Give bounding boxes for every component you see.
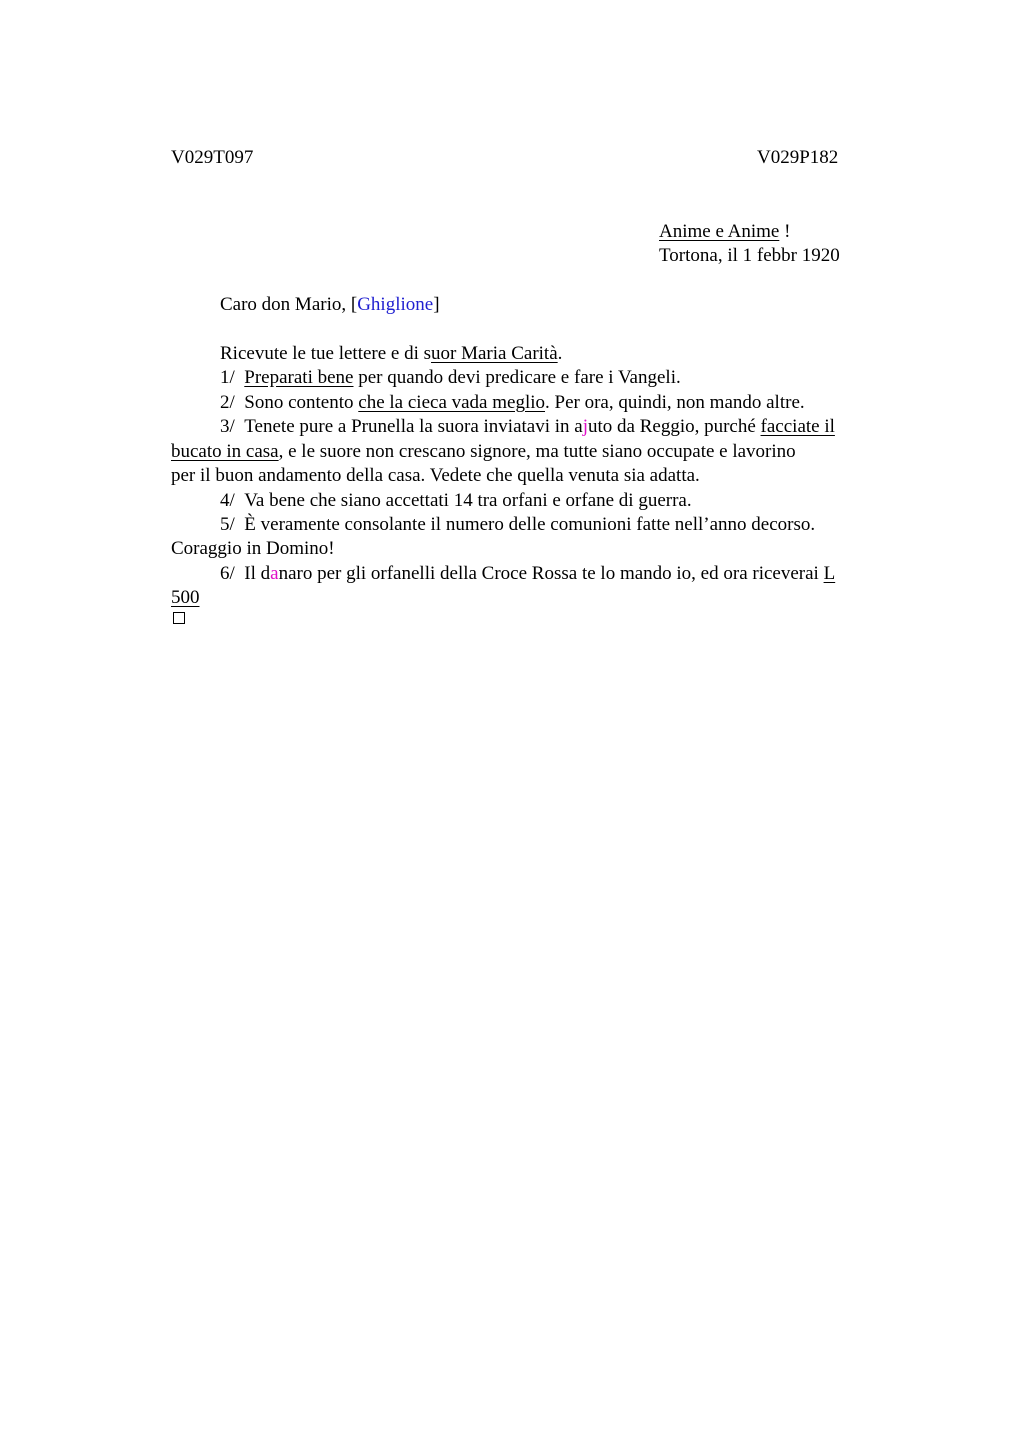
item-underlined-continued: bucato in casa — [171, 441, 279, 462]
intro-text: Ricevute le tue lettere e di s — [220, 343, 432, 364]
item-4 — [220, 489, 692, 513]
intro-line — [220, 342, 562, 366]
item-text: È veramente consolante il numero delle comunioni fatte nell’anno decorso. — [244, 514, 816, 535]
item-6 — [220, 562, 835, 586]
item-underlined: L — [823, 563, 836, 584]
end-marker — [173, 611, 185, 627]
item-underlined-continued: 500 — [171, 587, 200, 608]
item-2 — [220, 391, 805, 415]
salutation-suffix: ] — [433, 294, 440, 315]
motto-text: Anime e Anime — [659, 221, 780, 242]
item-number: 2/ — [220, 392, 235, 413]
motto-suffix: ! — [779, 221, 791, 242]
intro-period: . — [557, 343, 563, 364]
intro-underlined: uor Maria Carità — [431, 343, 558, 364]
item-6-line-2 — [171, 586, 200, 610]
place-date: Tortona, il 1 febbr 1920 — [659, 245, 840, 266]
item-5-line-2: Coraggio in Domino! — [171, 538, 335, 559]
item-text: Sono contento — [244, 392, 359, 413]
salutation — [220, 293, 440, 317]
item-3 — [220, 415, 835, 439]
item-text: Il d — [244, 563, 271, 584]
item-underlined: facciate il — [760, 416, 835, 437]
item-text-rest: . Per ora, quindi, non mando altre. — [545, 392, 805, 413]
item-number: 1/ — [220, 367, 235, 388]
item-3-line-2 — [171, 440, 796, 464]
item-text: per quando devi predicare e fare i Vangeli. — [353, 367, 681, 388]
item-underlined: che la cieca vada meglio — [358, 392, 546, 413]
recipient-name: Ghiglione — [357, 294, 434, 315]
item-underlined: Preparati bene — [244, 367, 354, 388]
item-5 — [220, 513, 815, 537]
salutation-prefix: Caro don Mario, [ — [220, 294, 358, 315]
motto — [659, 220, 790, 244]
item-number: 3/ — [220, 416, 235, 437]
item-number: 4/ — [220, 490, 235, 511]
item-3-line-3: per il buon andamento della casa. Vedete che quella venuta sia adatta. — [171, 465, 700, 486]
document-code-left: V029T097 — [171, 147, 254, 168]
item-text: Va bene che siano accettati 14 tra orfani e orfane di guerra. — [244, 490, 692, 511]
item-text-mid: uto da Reggio, purché — [588, 416, 761, 437]
item-number: 5/ — [220, 514, 235, 535]
empty-square-icon — [173, 612, 185, 624]
corrected-letter: a — [270, 563, 279, 584]
corrected-letter: j — [582, 416, 588, 437]
item-text: Tenete pure a Prunella la suora inviatavi in a — [244, 416, 583, 437]
item-text: , e le suore non crescano signore, ma tutte siano occupate e lavorino — [278, 441, 796, 462]
document-code-right: V029P182 — [757, 147, 839, 168]
item-text-mid: naro per gli orfanelli della Croce Rossa te lo mando io, ed ora riceverai — [278, 563, 824, 584]
item-number: 6/ — [220, 563, 235, 584]
item-1 — [220, 366, 681, 390]
